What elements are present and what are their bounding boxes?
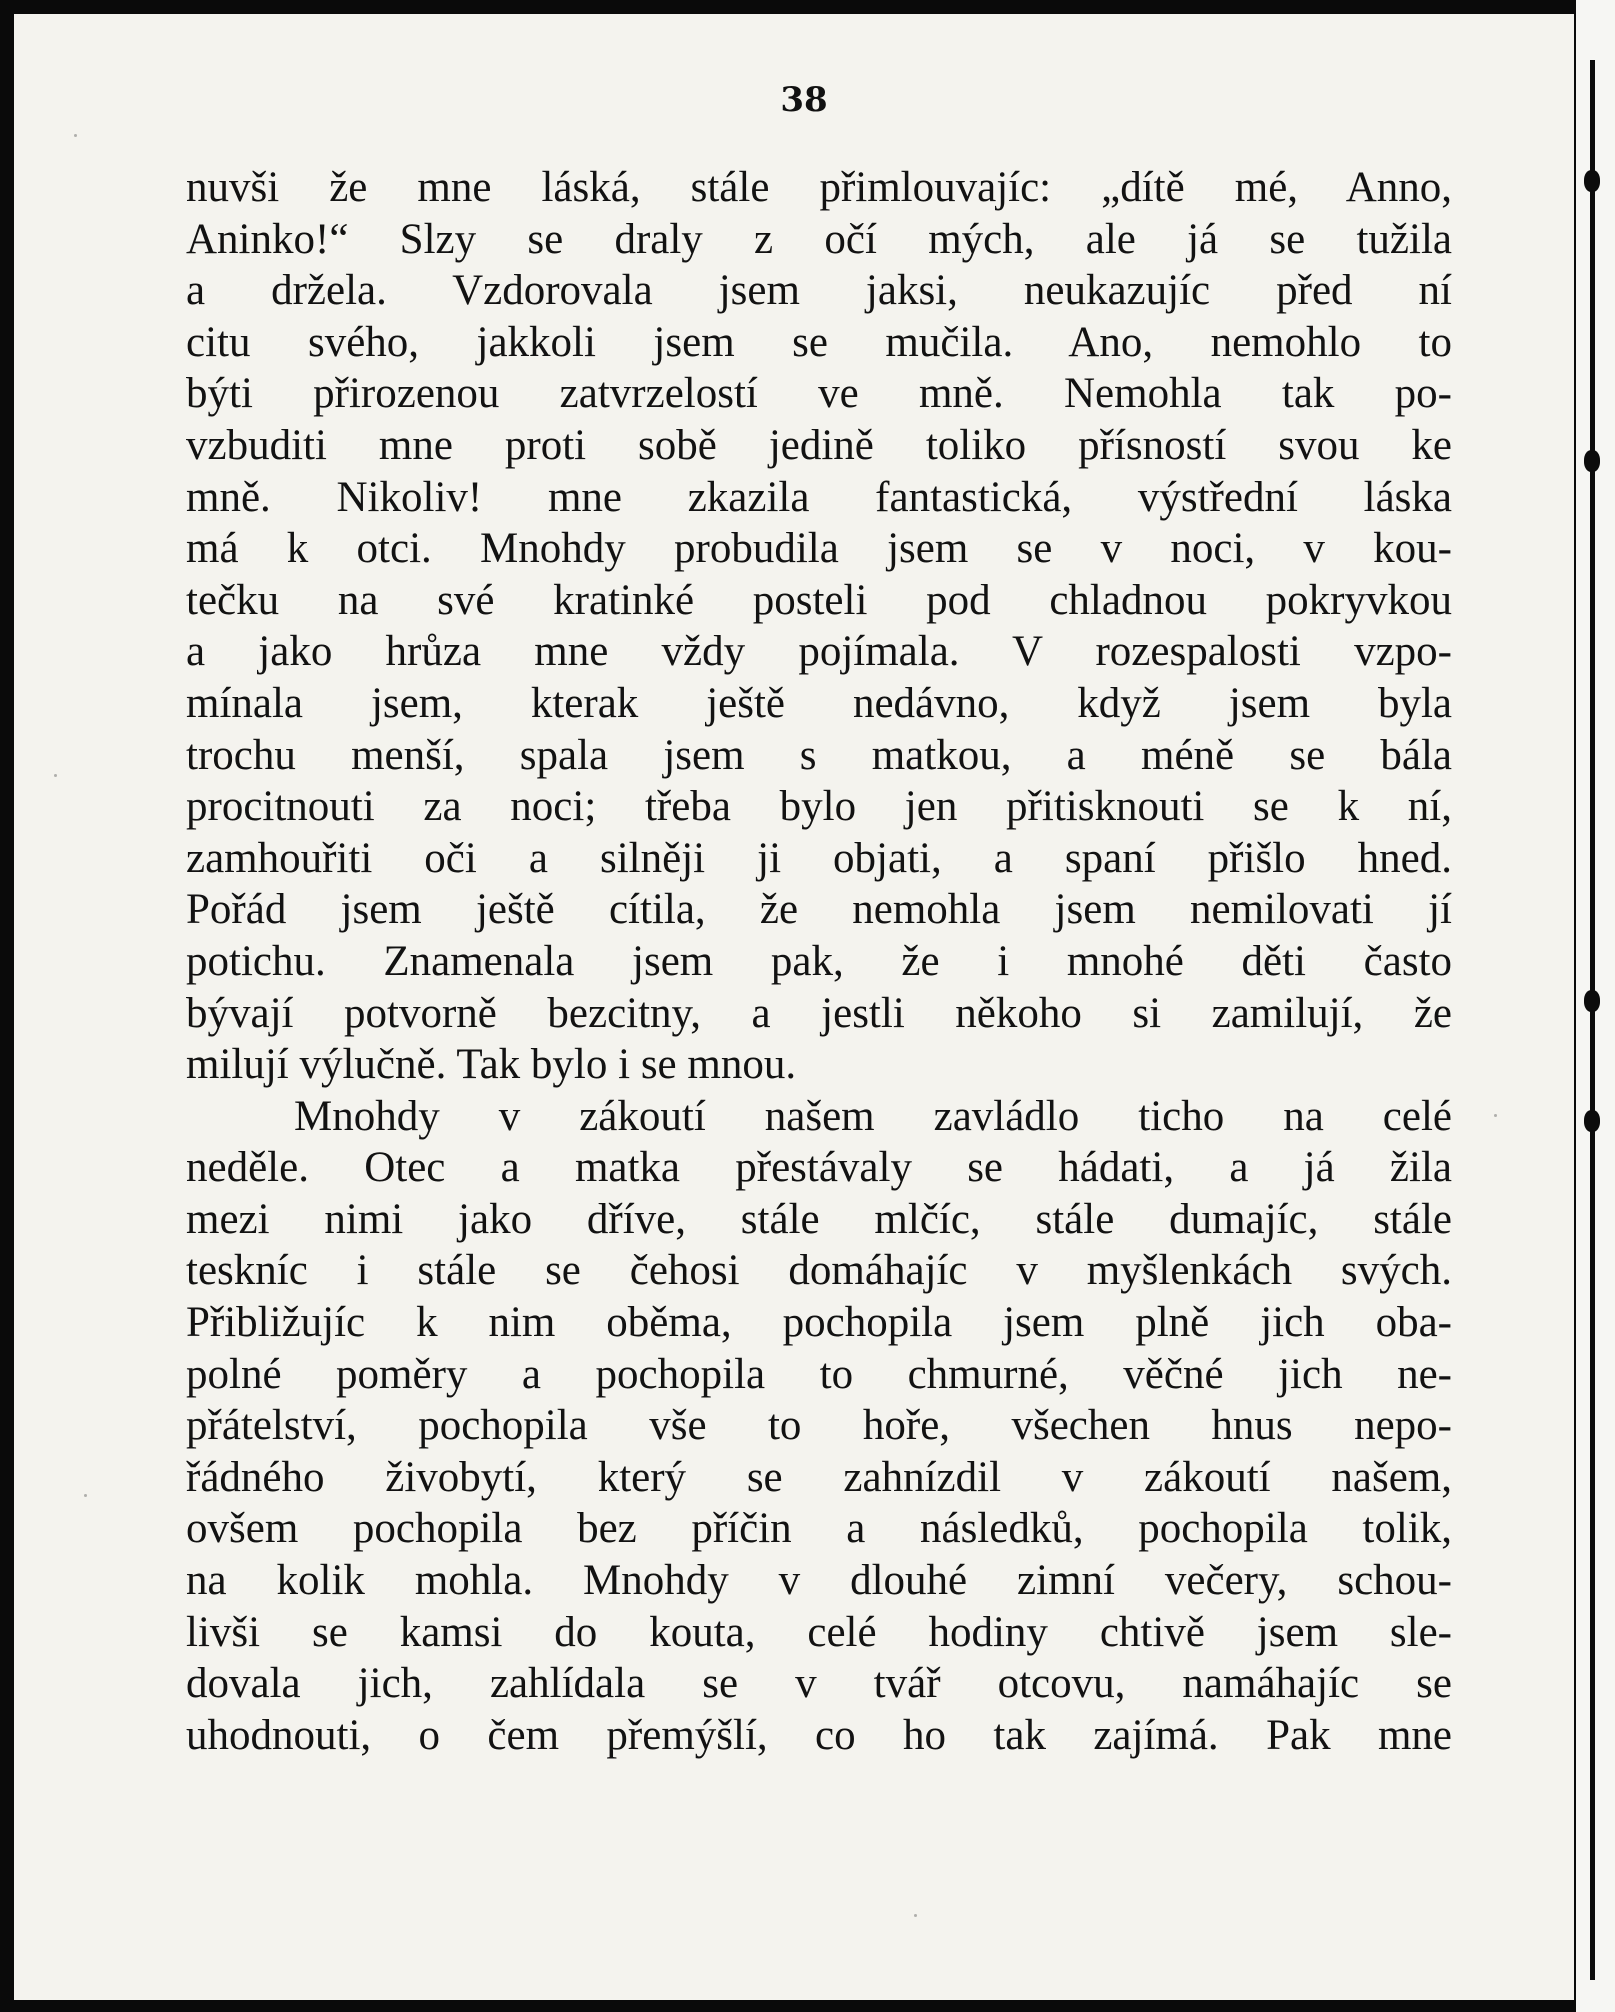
text-line: potichu. Znamenala jsem pak, že i mnohé děti často [186,937,1452,985]
text-line: dovala jich, zahlídala se v tvář otcovu, namáhajíc se [186,1660,1452,1708]
text-line: nuvši že mne láská, stále přimlouvajíc: „dítě mé, Anno, [186,164,1452,211]
paragraph [186,1091,1452,1762]
text-line: livši se kamsi do kouta, celé hodiny chtivě jsem sle- [186,1608,1452,1656]
page-number: 38 [780,80,828,120]
body-text [186,162,1452,1761]
text-line: polné poměry a pochopila to chmurné, věčné jich ne- [186,1350,1452,1398]
binding-line [1590,60,1595,1980]
text-line: mně. Nikoliv! mne zkazila fantastická, výstřední láska [186,473,1452,521]
text-line: Pořád jsem ještě cítila, že nemohla jsem nemilovati jí [186,886,1452,934]
text-line: Aninko!“ Slzy se draly z očí mých, ale já se tužila [186,215,1452,263]
text-line: uhodnouti, o čem přemýšlí, co ho tak zajímá. Pak mne [186,1711,1452,1759]
text-line: bývají potvorně bezcitny, a jestli někoho si zamilují, že [186,989,1452,1037]
binding-mark [1584,1110,1600,1132]
binding-mark [1584,990,1600,1012]
text-line: tečku na své kratinké posteli pod chladnou pokryvkou [186,576,1452,624]
text-line: procitnouti za noci; třeba bylo jen přitisknouti se k ní, [186,783,1452,831]
text-line: ovšem pochopila bez příčin a následků, pochopila tolik, [186,1505,1452,1553]
text-line: má k otci. Mnohdy probudila jsem se v noci, v kou- [186,525,1452,573]
paper-speck [914,1914,917,1917]
text-line: Mnohdy v zákoutí našem zavládlo ticho na celé [294,1092,1452,1140]
text-line: býti přirozenou zatvrzelostí ve mně. Nemohla tak po- [186,370,1452,418]
text-line: mínala jsem, kterak ještě nedávno, když jsem byla [186,679,1452,727]
text-line: na kolik mohla. Mnohdy v dlouhé zimní večery, schou- [186,1557,1452,1605]
text-line: trochu menší, spala jsem s matkou, a méně se bála [186,731,1452,779]
paper-speck [1494,1114,1497,1117]
paragraph [186,162,1452,1091]
text-line: Přibližujíc k nim oběma, pochopila jsem plně jich oba- [186,1299,1452,1347]
text-line: přátelství, pochopila vše to hoře, všechen hnus nepo- [186,1402,1452,1450]
paper-speck [74,134,77,137]
text-line: a držela. Vzdorovala jsem jaksi, neukazujíc před ní [186,267,1452,315]
binding-mark [1584,170,1600,192]
text-line: a jako hrůza mne vždy pojímala. V rozespalosti vzpo- [186,628,1452,676]
paper-speck [54,774,57,777]
binding-mark [1584,450,1600,472]
text-line: řádného živobytí, který se zahnízdil v zákoutí našem, [186,1453,1452,1501]
book-page [14,14,1574,2000]
text-line: zamhouřiti oči a silněji ji objati, a spaní přišlo hned. [186,834,1452,882]
text-line: teskníc i stále se čehosi domáhajíc v myšlenkách svých. [186,1247,1452,1295]
text-line: mezi nimi jako dříve, stále mlčíc, stále dumajíc, stále [186,1195,1452,1243]
text-line: vzbuditi mne proti sobě jedině toliko přísností svou ke [186,421,1452,469]
text-line: neděle. Otec a matka přestávaly se hádati, a já žila [186,1144,1452,1192]
text-line: milují výlučně. Tak bylo i se mnou. [186,1041,797,1089]
paper-speck [84,1494,87,1497]
text-line: citu svého, jakkoli jsem se mučila. Ano, nemohlo to [186,318,1452,366]
